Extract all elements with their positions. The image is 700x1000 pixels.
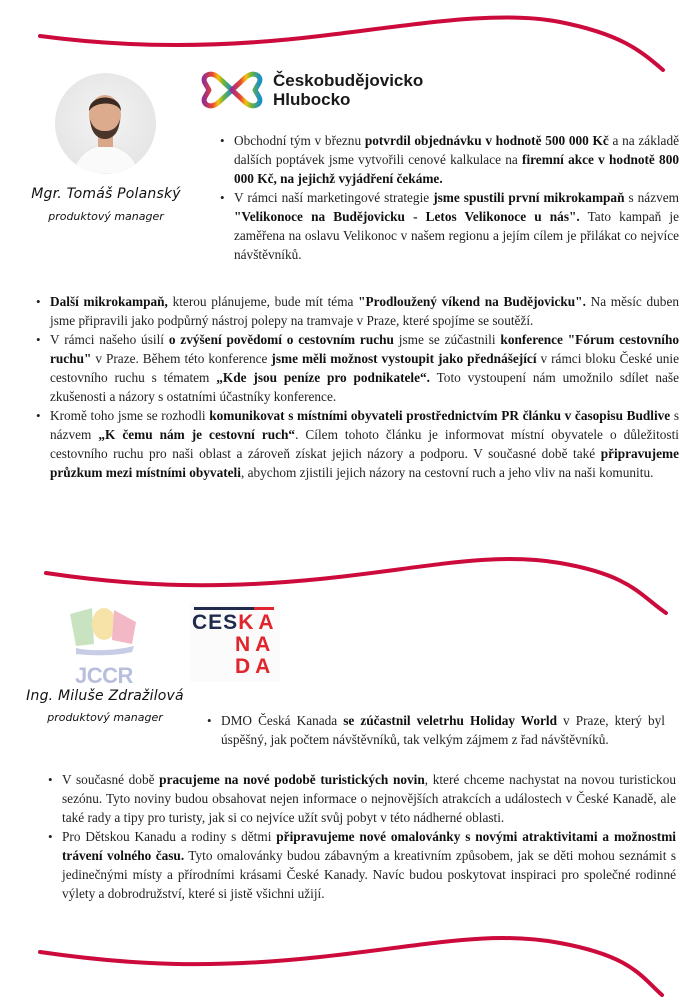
person-role: produktový manager [47, 711, 163, 724]
bold-text: konference "Fórum cestovního ruchu" [50, 332, 679, 366]
text: DMO Česká Kanada [221, 713, 344, 728]
text: a na základě dalších poptávek jsme vytvořili cenové kalkulace na [234, 133, 679, 167]
portrait-icon [55, 73, 156, 174]
logo-bar-navy [194, 607, 254, 610]
jccr-logo-text: JCCR [75, 663, 133, 688]
text: V rámci naší marketingové strategie [234, 190, 434, 205]
logo-text-da: DA [235, 655, 276, 678]
person-name: Mgr. Tomáš Polanský [31, 186, 181, 202]
logo-bar-red [254, 607, 274, 610]
text: V současné době [62, 772, 160, 787]
text: v Praze, který byl úspěšný, jak počtem návštěvníků, tak velkým zájmem z řad návštěvníků. [221, 713, 665, 747]
logo-text-na: NA [235, 633, 276, 656]
text: Pro Dětskou Kanadu a rodiny s dětmi [62, 829, 277, 844]
text: Tato kampaň je zaměřena na oslavu Velikonoc v našem regionu a jejím cílem je přilákat co nejvíce návštěvníků. [234, 209, 679, 262]
logo-line-2: Hlubocko [273, 90, 351, 109]
jccr-logo [62, 600, 146, 688]
person-name: Ing. Miluše Zdražilová [26, 688, 184, 704]
section2-top-bullet-list [205, 711, 665, 749]
text: Toto vystoupení nám umožnilo sdílet naše zkušenosti a názory s ostatními účastníky konference. [50, 370, 679, 404]
list-item [34, 292, 679, 330]
logo-title [273, 71, 423, 109]
bold-text: „K čemu nám je cestovní ruch“ [98, 427, 296, 442]
text: kterou plánujeme, bude mít téma [167, 294, 359, 309]
bold-text: připravujeme průzkum mezi místními obyvateli [50, 446, 679, 480]
bold-text: se zúčastnil veletrhu Holiday World [343, 713, 558, 728]
bottom-wave-divider [0, 925, 700, 1000]
text: Kromě toho jsme se rozhodli [50, 408, 210, 423]
logo-text-ces: CES [192, 611, 239, 634]
ceska-kanada-logo [190, 602, 280, 682]
text: . Cílem tohoto článku je informovat místní obyvatele o důležitosti cestovního ruchu pro naši oblast a zároveň získat jejich názory a podporu. V současné době také [50, 427, 679, 461]
heart-infinity-logo-icon [199, 70, 265, 110]
bold-text: "Prodloužený víkend na Budějovicku". [358, 294, 586, 309]
section1-top-bullet-list [218, 131, 679, 264]
section1-bullet-list [34, 292, 679, 482]
text: , které chceme nachystat na novou turistickou sezónu. Tyto noviny budou obsahovat nejen informace o nejnovějších atrakcích a událostech v České Kanadě, ale také rady a tipy pro turisty, jak si co nejvíce užít svůj pobyt v této nádherné oblasti. [62, 772, 677, 825]
jccr-emblem-icon [62, 600, 146, 660]
list-item [218, 131, 679, 188]
bold-text: jsme spustili první mikrokampaň [433, 190, 625, 205]
list-item [34, 330, 679, 406]
text: Tyto omalovánky budou zábavným a kreativním způsobem, jak se děti mohou seznámit s jedinečnými místy a přírodními krásami České Kanady. Navíc budou poskytovat inspiraci pro společné rodinné výlety a dobrodružství, které si jistě všichni užijí. [62, 848, 676, 901]
bold-text: Další mikrokampaň, [50, 294, 168, 309]
bold-text: pracujeme na nové podobě turistických novin [159, 772, 425, 787]
text: Na měsíc duben jsme připravili jako podpůrný nástroj polepy na tramvaje v Praze, které spojíme se soutěží. [50, 294, 679, 328]
bold-text: komunikovat s místními obyvateli prostřednictvím PR článku v časopisu Budlive [209, 408, 671, 423]
list-item [46, 770, 676, 827]
bold-text: firemní akce v hodnotě 800 000 Kč, na jejichž vyjádření čekáme. [234, 152, 680, 186]
text: , abychom zjistili jejich názory na cestovní ruch a jeho vliv na naši komunitu. [240, 465, 654, 480]
text: v rámci bloku České unie cestovního ruchu s tématem [50, 351, 680, 385]
text: Obchodní tým v březnu [234, 133, 365, 148]
logo-line-1: Českobudějovicko [273, 71, 424, 90]
text: jsme se zúčastnili [393, 332, 501, 347]
bold-text: „Kde jsou peníze pro podnikatele“. [216, 370, 430, 385]
list-item [205, 711, 665, 749]
text: V rámci našeho úsilí [50, 332, 169, 347]
section2-bullet-list [46, 770, 676, 903]
text: s názvem [50, 408, 680, 442]
person-photo-tomas-polansky [55, 73, 156, 174]
top-wave-divider [0, 0, 700, 80]
list-item [34, 406, 679, 482]
bold-text: připravujeme nové omalovánky s novými atraktivitami a možnostmi trávení volného času. [62, 829, 676, 863]
bold-text: o zvýšení povědomí o cestovním ruchu [168, 332, 394, 347]
person-role: produktový manager [48, 210, 164, 223]
text: s názvem [624, 190, 679, 205]
logo-text-ka: KA [238, 611, 279, 634]
bold-text: potvrdil objednávku v hodnotě 500 000 Kč [364, 133, 609, 148]
list-item [218, 188, 679, 264]
list-item [46, 827, 676, 903]
bold-text: jsme měli možnost vystoupit jako přednášející [271, 351, 537, 366]
text: v Praze. Během této konference [91, 351, 272, 366]
bold-text: "Velikonoce na Budějovicku - Letos Velikonoce u nás". [234, 209, 580, 224]
